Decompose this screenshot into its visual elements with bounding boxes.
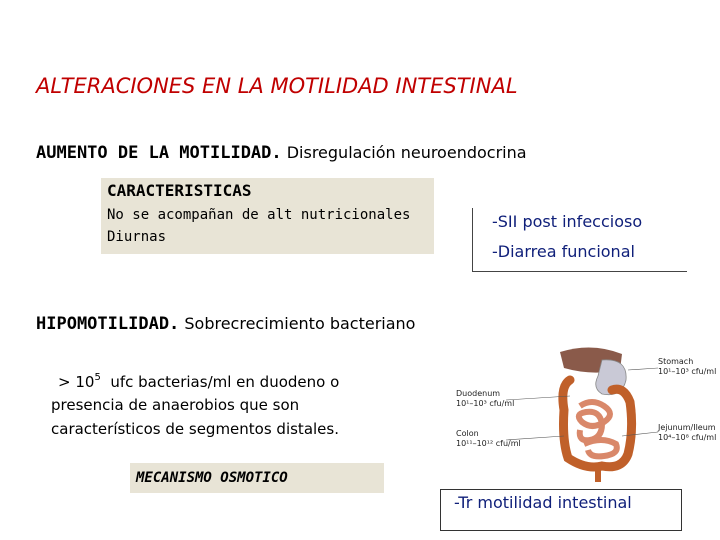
colon-value: 10¹¹–10¹² cfu/ml [456,439,521,448]
hipo-heading-bold: HIPOMOTILIDAD. [36,314,180,334]
jejunum-value: 10⁴–10⁸ cfu/ml [658,433,717,442]
duodenum-value: 10¹–10³ cfu/ml [456,399,515,408]
ufc-prefix: > 10 [58,373,95,391]
gi-tract-figure [452,340,717,488]
ufc-line-3: característicos de segmentos distales. [51,420,339,438]
caracteristicas-line-1: No se acompañan de alt nutricionales [107,207,411,223]
caracteristicas-line-2: Diurnas [107,229,167,245]
jejunum-label: Jejunum/Ileum [658,423,716,432]
ufc-line-1-rest: ufc bacterias/ml en duodeno o [100,373,340,391]
mecanismo-label: MECANISMO OSMOTICO [136,470,288,486]
ufc-line-2: presencia de anaerobios que son [51,396,300,414]
stomach-value: 10¹–10³ cfu/ml [658,367,717,376]
hipomotilidad-heading [36,313,415,334]
aumento-heading-rest: Disregulación neuroendocrina [281,143,527,162]
aumento-heading [36,142,527,163]
caracteristicas-title: CARACTERISTICAS [107,181,252,200]
colon-label: Colon [456,429,479,438]
stomach-label: Stomach [658,357,694,366]
gi-illustration [560,347,632,482]
aumento-heading-bold: AUMENTO DE LA MOTILIDAD. [36,143,282,163]
sii-line-2: -Diarrea funcional [492,242,635,261]
ufc-line-1 [58,372,339,391]
slide-title: ALTERACIONES EN LA MOTILIDAD INTESTINAL [36,74,518,98]
tr-label: -Tr motilidad intestinal [454,493,632,512]
hipo-heading-rest: Sobrecrecimiento bacteriano [179,314,416,333]
ufc-exponent: 5 [94,372,101,383]
sii-line-1: -SII post infeccioso [492,212,643,231]
duodenum-label: Duodenum [456,389,501,398]
